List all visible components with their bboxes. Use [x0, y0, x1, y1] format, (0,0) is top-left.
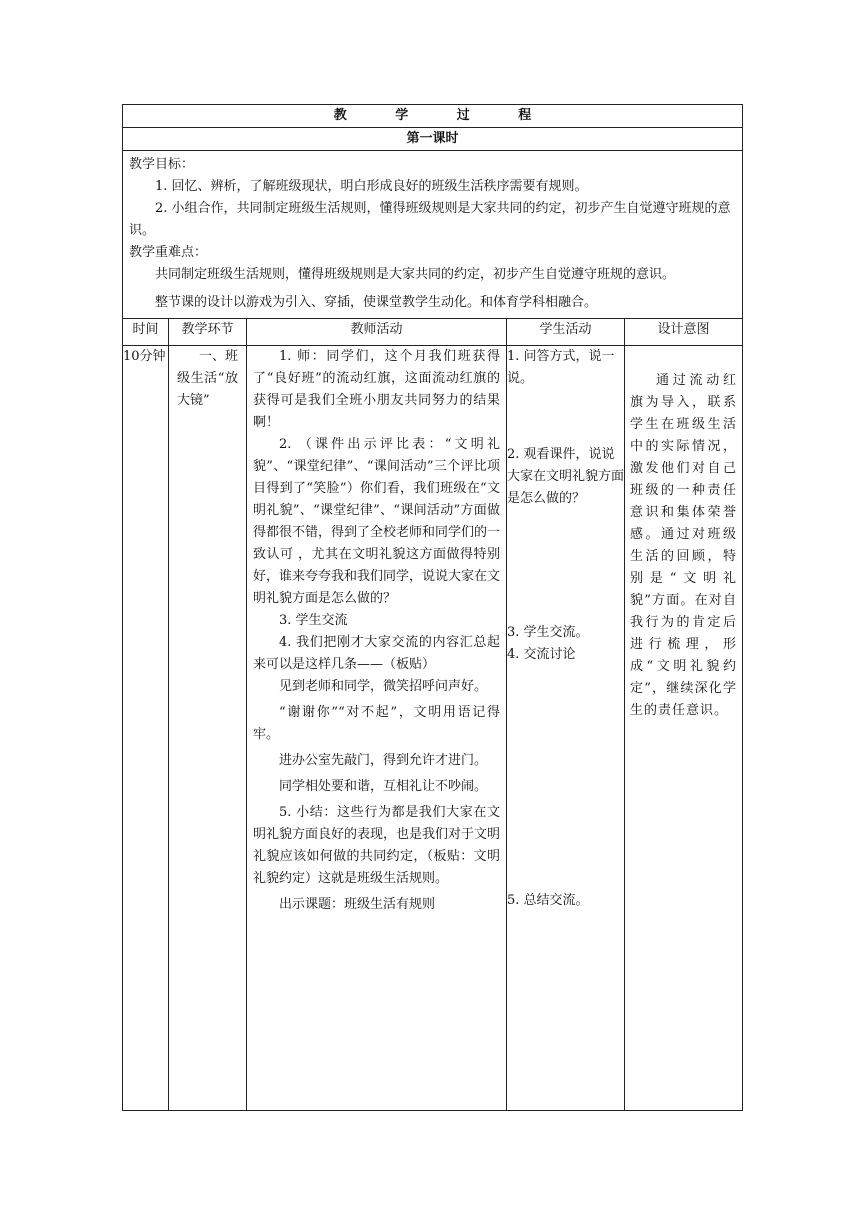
rule-line: 同学相处要和谐，互相礼让不吵闹。	[279, 779, 488, 794]
teacher-step: 2. （课件出示评比表：“文明礼貌”、“课堂纪律”、“课间活动”三个评比项目得到了“笑脸”）你们看，我们班级在“文明礼貌”、“课堂纪律”、“课间活动”方面做得都很不错，得到了全校老师和同学们的一致认可 ，尤其在文明礼貌这方面做得特别好，谁来夸夸我和我们同学，说说大家在文明礼貌方面是怎么做的？	[253, 437, 501, 606]
time-cell: 10分钟	[123, 346, 169, 1111]
key-points-label: 教学重难点：	[129, 245, 208, 260]
lesson-plan-table	[122, 104, 743, 1111]
student-step: 1. 问答方式，说一说。	[507, 349, 615, 386]
stage-cell	[169, 346, 247, 1111]
rule-line: “谢谢你”“对不起”，文明用语记得牢。	[253, 705, 500, 742]
teacher-step: 5. 小结：这些行为都是我们大家在文明礼貌方面良好的表现，也是我们对于文明礼貌应该如何做的共同约定，（板贴：文明礼貌约定）这就是班级生活规则。	[253, 805, 501, 886]
design-intent-cell	[625, 346, 743, 1111]
design-note: 整节课的设计以游戏为引入、穿插，使课堂教学生动化。和体育学科相融合。	[155, 295, 598, 310]
student-step: 5. 总结交流。	[507, 893, 589, 908]
student-activity-cell	[507, 346, 625, 1111]
objective-item: 1. 回忆、辨析，了解班级现状，明白形成良好的班级生活秩序需要有规则。	[155, 179, 588, 194]
design-intent-text: 通过流动红旗为导入，联系学生在班级生活中的实际情况，激发他们对自己班级的一种责任意识和集体荣誉感。通过对班级生活的回顾，特别是“文明礼貌”方面。在对自我行为的肯定后进行梳理，形成“文明礼貌约定”，继续深化学生的责任意识。	[630, 373, 737, 718]
key-points-text: 共同制定班级生活规则，懂得班级规则是大家共同的约定，初步产生自觉遵守班规的意识。	[155, 267, 676, 282]
rule-line: 见到老师和同学，微笑招呼问声好。	[279, 679, 488, 694]
lesson-period: 第一课时	[123, 128, 743, 151]
teacher-step: 3. 学生交流	[279, 613, 348, 628]
teacher-activity-cell	[247, 346, 507, 1111]
rule-line: 进办公室先敲门，得到允许才进门。	[279, 753, 488, 768]
teacher-step: 1. 师：同学们，这个月我们班获得了“良好班”的流动红旗，这面流动红旗的获得可是我们全班小朋友共同努力的结果啊！	[253, 349, 500, 430]
column-header-teacher: 教师活动	[247, 319, 507, 346]
student-step: 2. 观看课件，说说大家在文明礼貌方面是怎么做的？	[507, 447, 625, 506]
column-header-design: 设计意图	[625, 319, 743, 346]
teacher-step: 4. 我们把刚才大家交流的内容汇总起来可以是这样几条——（板贴）	[253, 635, 500, 672]
objective-item: 2. 小组合作，共同制定班级生活规则，懂得班级规则是大家共同的约定，初步产生自觉遵守班规的意识。	[129, 201, 731, 238]
student-step: 4. 交流讨论	[507, 647, 576, 662]
column-header-stage: 教学环节	[169, 319, 247, 346]
student-step: 3. 学生交流。	[507, 625, 589, 640]
lesson-topic: 出示课题：班级生活有规则	[279, 897, 436, 912]
column-header-student: 学生活动	[507, 319, 625, 346]
intro-block	[123, 151, 743, 319]
column-header-time: 时间	[123, 319, 169, 346]
objectives-label: 教学目标：	[129, 157, 195, 172]
stage-text: 一、班级生活“放大镜”	[177, 349, 239, 408]
table-title: 教 学 过 程	[123, 105, 743, 128]
